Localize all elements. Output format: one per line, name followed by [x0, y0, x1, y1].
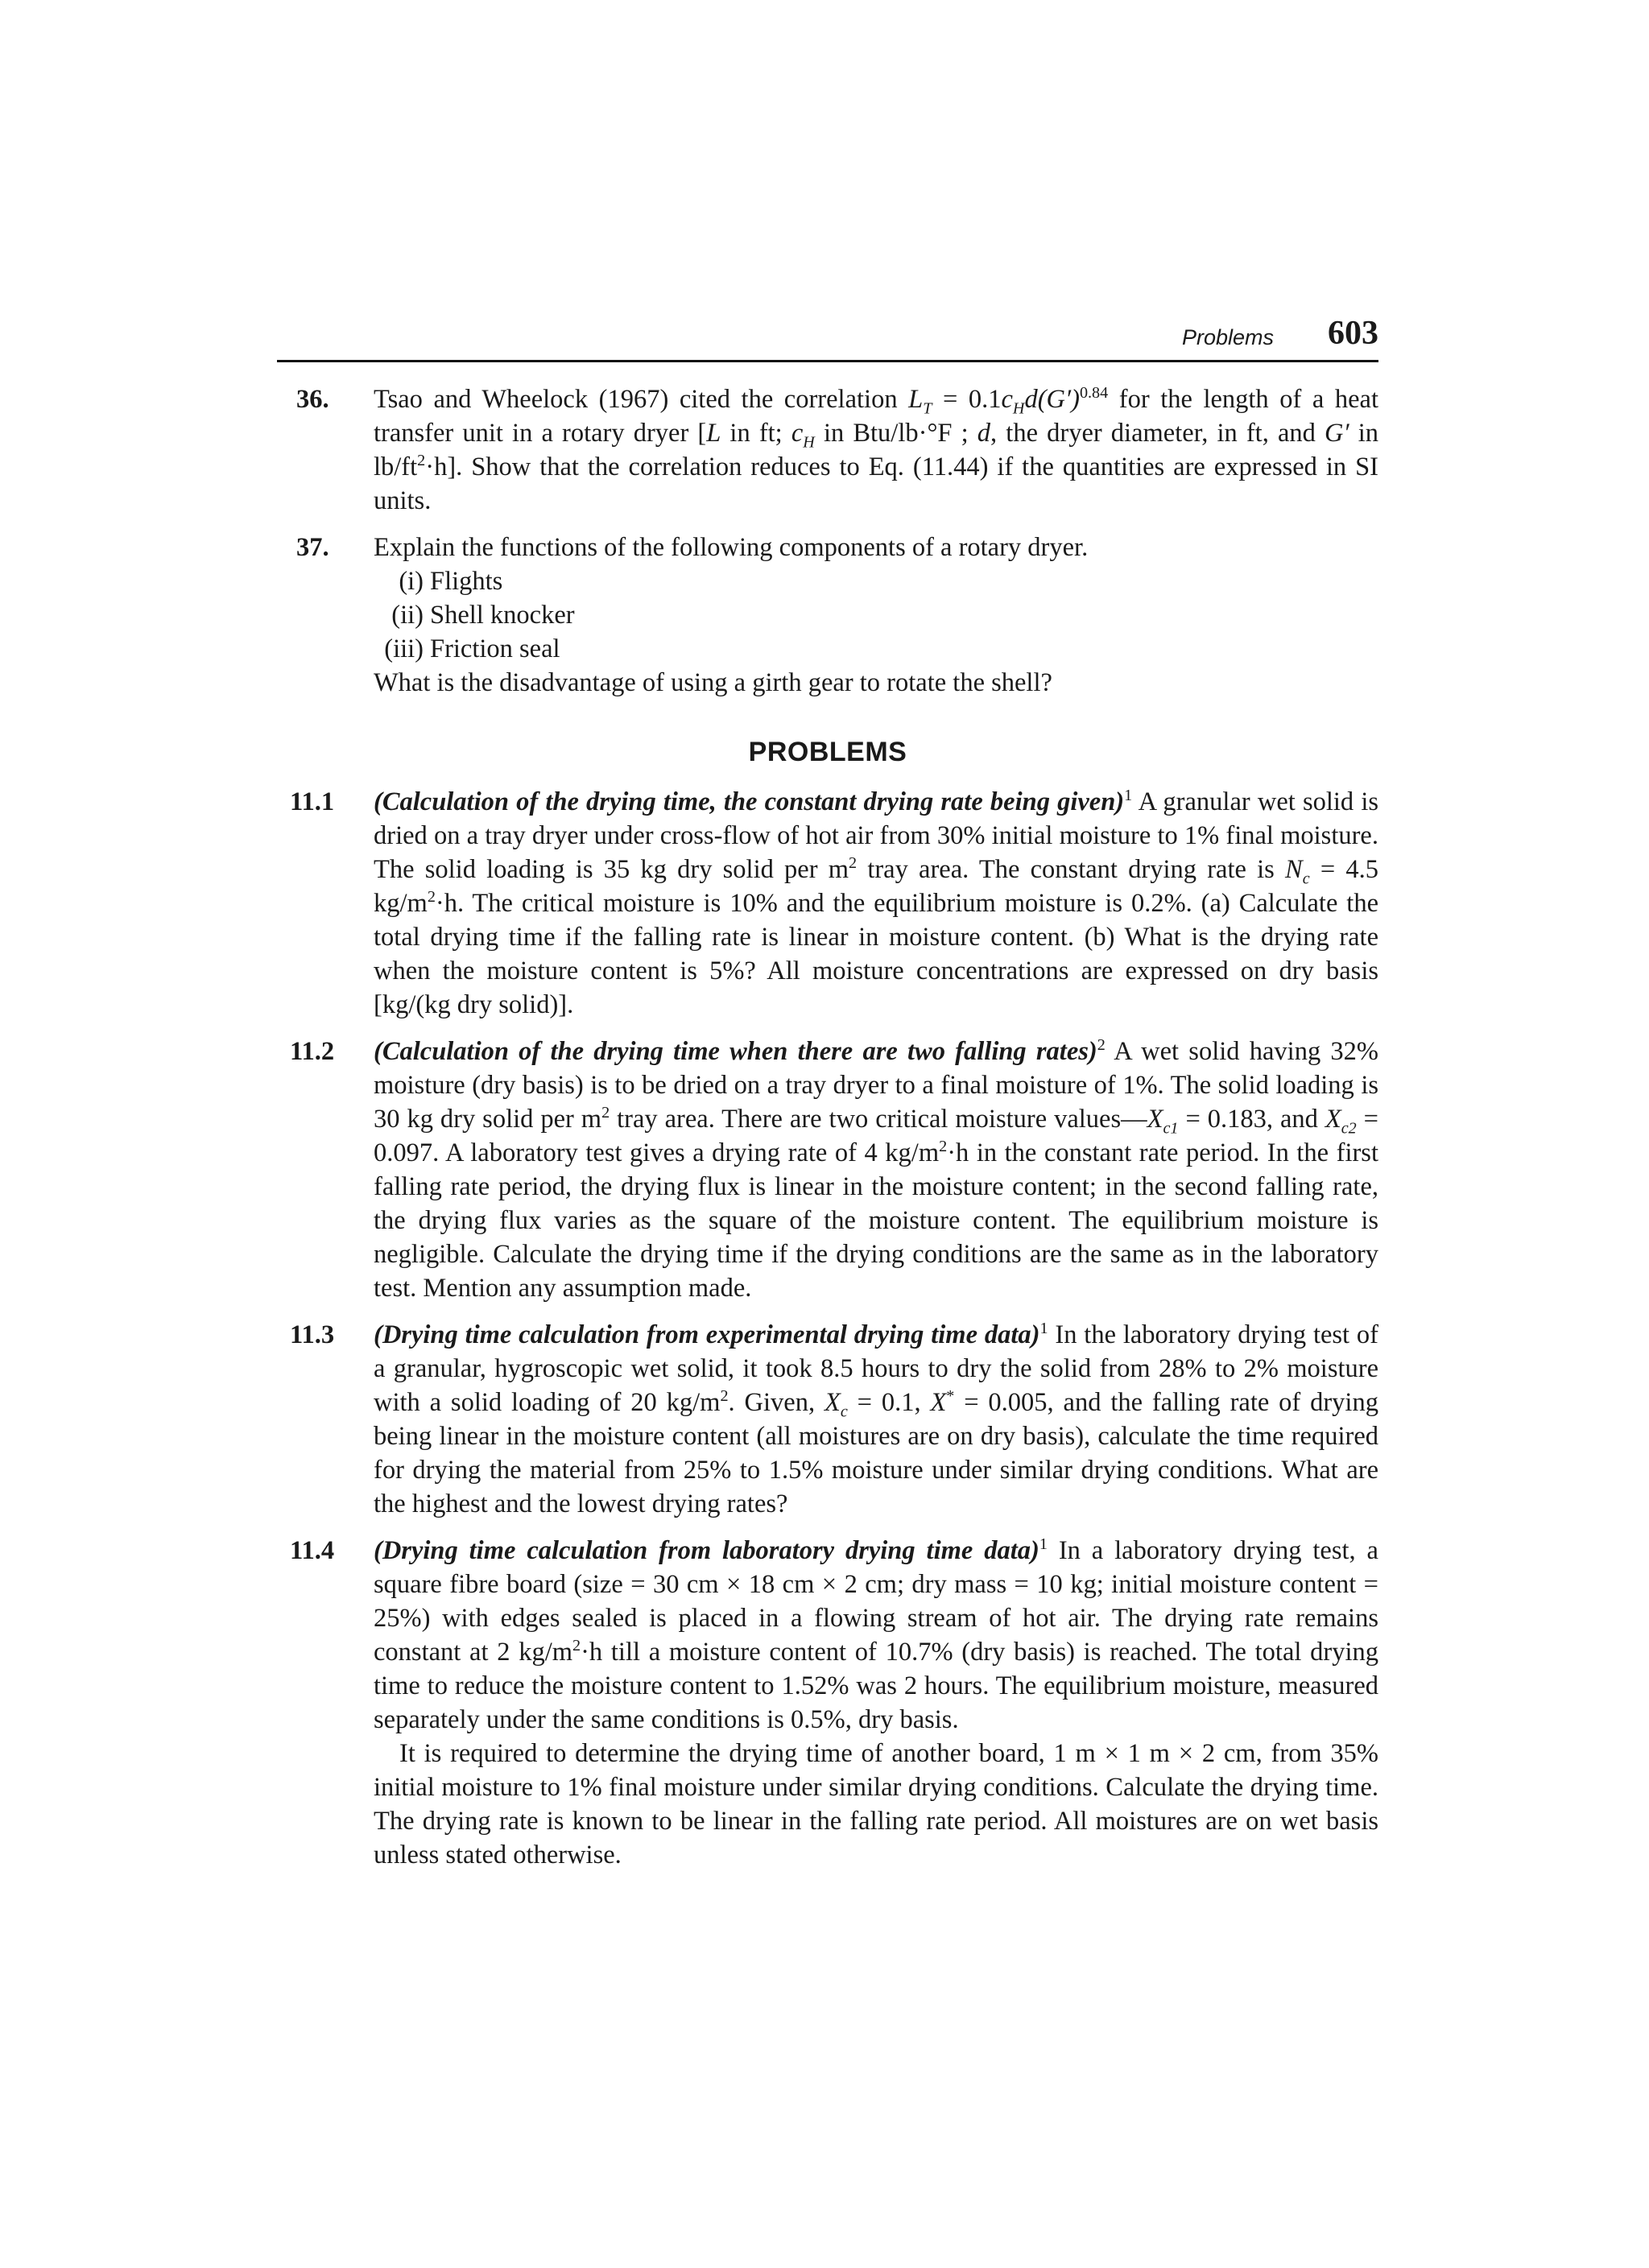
problem-11-2: [277, 1035, 1378, 1305]
list-item: (ii) Shell knocker: [391, 601, 575, 630]
question-number: 37.: [296, 533, 329, 562]
page-content: [277, 382, 1378, 1885]
problem-11-3: [277, 1318, 1378, 1521]
question-text: Tsao and Wheelock (1967) cited the correlation $L_T = 0.1c_Hd(G')^{0.84}$ for the length of a heat transfer unit in a rotary dryer [L in ft; $c_H$ in Btu/lb·°F ; d, the dryer diameter, in ft, and G′ in $lb/ft^2\cdot h$]. Show that the correlation reduces to Eq. (11.44) if the quantities are expressed in SI units.: [374, 384, 1378, 515]
problem-number: 11.4: [290, 1536, 335, 1565]
problem-11-4: [277, 1534, 1378, 1872]
problem-text-paragraph-2: It is required to determine the drying time of another board, 1 m × 1 m × 2 cm, from 35% initial moisture to 1% final moisture under similar drying conditions. Calculate the drying time. The drying rate is known to be linear in the falling rate period. All moistures are on wet basis unless stated otherwise.: [374, 1739, 1378, 1869]
problem-11-1: [277, 785, 1378, 1022]
problem-title: (Calculation of the drying time when there are two falling rates): [374, 1037, 1097, 1066]
problem-title: (Calculation of the drying time, the constant drying rate being given): [374, 787, 1125, 816]
question-number: 36.: [296, 385, 329, 414]
problem-number: 11.3: [290, 1320, 335, 1349]
question-intro: Explain the functions of the following components of a rotary dryer.: [374, 533, 1089, 562]
problem-number: 11.1: [290, 787, 335, 816]
question-37: [277, 531, 1378, 700]
problem-number: 11.2: [290, 1037, 335, 1066]
header-rule: [277, 360, 1378, 362]
list-item: (iii) Friction seal: [384, 634, 560, 663]
problem-text: (Calculation of the drying time, the constant drying rate being given)$^1$ A granular wet solid is dried on a tray dryer under cross-flow of hot air from 30% initial moisture to 1% final moisture. The solid loading is 35 kg dry solid per $m^2$ tray area. The constant drying rate is $N_c = 4.5$ $kg/m^2\cdot h$. The critical moisture is 10% and the equilibrium moisture is 0.2%. (a) Calculate the total drying time if the falling rate is linear in moisture content. (b) What is the drying rate when the moisture content is 5%? All moisture concentrations are expressed on dry basis [kg/(kg dry solid)].: [374, 787, 1379, 1019]
page-number: 603: [1328, 315, 1378, 352]
running-header: [277, 314, 1378, 361]
problem-title: (Drying time calculation from laboratory drying time data): [374, 1536, 1039, 1565]
question-36: [277, 382, 1378, 518]
problem-text: (Calculation of the drying time when there are two falling rates)$^2$ A wet solid having 32% moisture (dry basis) is to be dried on a tray dryer to a final moisture of 1%. The solid loading is 30 kg dry solid per $m^2$ tray area. There are two critical moisture $values—X_{c1} = 0.183$, and $X_{c2} = 0.097$. A laboratory test gives a drying rate of 4 $kg/m^2\cdot h$ in the constant rate period. In the first falling rate period, the drying flux is linear in the moisture content; in the second falling rate, the drying flux varies as the square of the moisture content. The equilibrium moisture is negligible. Calculate the drying time if the drying conditions are the same as in the laboratory test. Mention any assumption made.: [374, 1036, 1379, 1303]
list-item: (i) Flights: [399, 567, 503, 596]
problem-text: (Drying time calculation from experimental drying time data)$^1$ In the laboratory drying test of a granular, hygroscopic wet solid, it took 8.5 hours to dry the solid from 28% to 2% moisture with a solid loading of 20 $kg/m^2$. Given, $X_c = 0.1$, X* = 0.005, and the falling rate of drying being linear in the moisture content (all moistures are on dry basis), calculate the time required for drying the material from 25% to 1.5% moisture under similar drying conditions. What are the highest and the lowest drying rates?: [374, 1320, 1379, 1518]
question-closing: What is the disadvantage of using a girth gear to rotate the shell?: [374, 668, 1052, 697]
problem-text: (Drying time calculation from laboratory drying time data)$^1$ In a laboratory drying test, a square fibre board (size = 30 cm × 18 cm × 2 cm; dry mass = 10 kg; initial moisture content = 25%) with edges sealed is placed in a flowing stream of hot air. The drying rate remains constant at 2 $kg/m^2\cdot h$ till a moisture content of 10.7% (dry basis) is reached. The total drying time to reduce the moisture content to 1.52% was 2 hours. The equilibrium moisture, measured separately under the same conditions is 0.5%, dry basis.: [374, 1535, 1378, 1734]
section-title: PROBLEMS: [748, 737, 907, 767]
running-title: Problems: [1181, 325, 1274, 349]
problem-title: (Drying time calculation from experimental drying time data): [374, 1320, 1040, 1349]
